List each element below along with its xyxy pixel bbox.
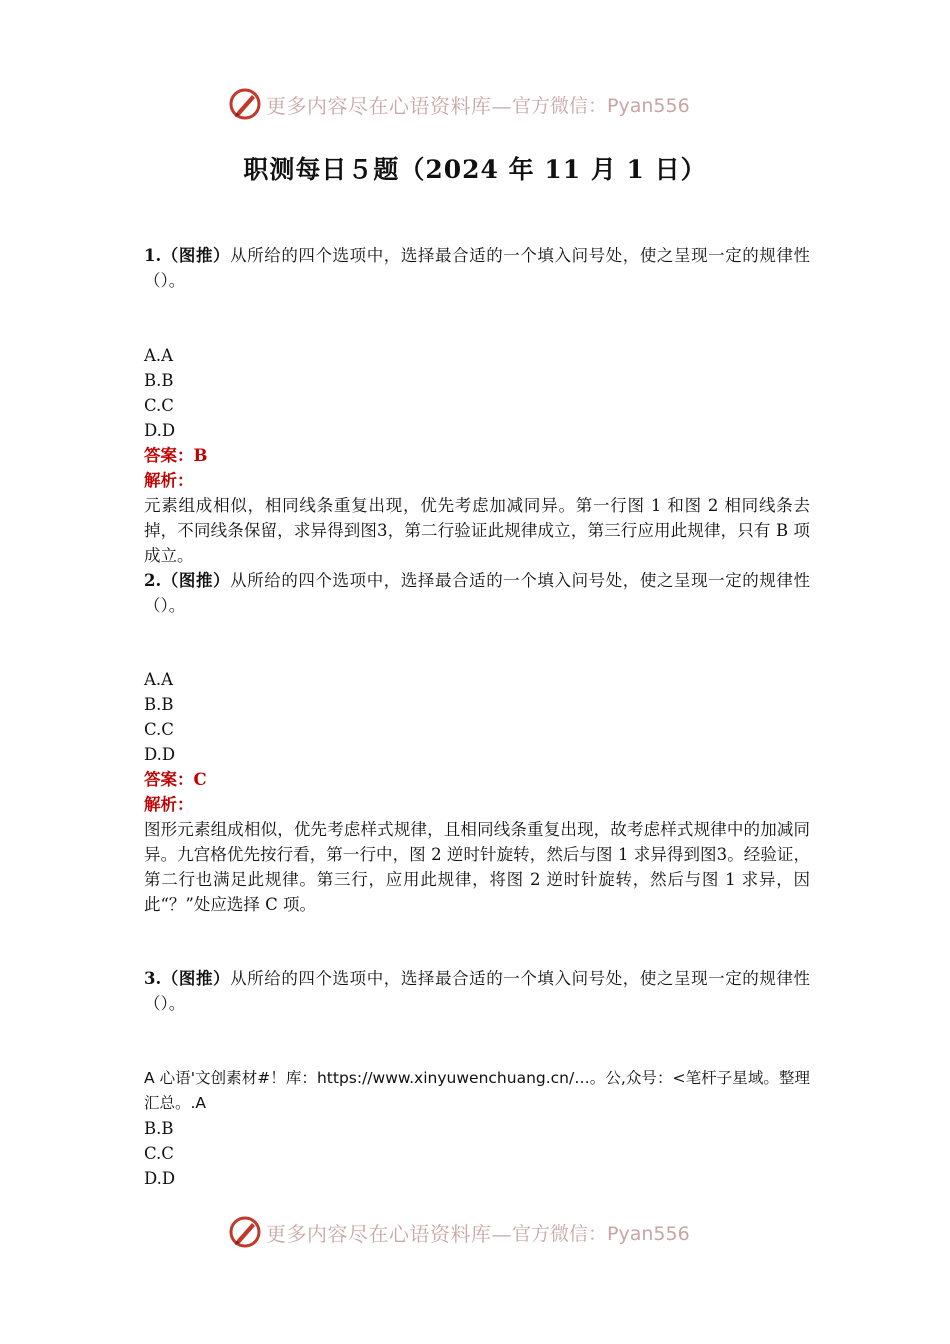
header-banner [0,84,950,124]
option-d: D.D [144,421,176,440]
analysis-text: 元素组成相似，相同线条重复出现，优先考虑加减同异。第一行图 1 和图 2 相同线条去掉，不同线条保留，求异得到图3，第二行验证此规律成立，第三行应用此规律，只有 B 项成立。 [144,496,810,565]
analysis-text: 图形元素组成相似，优先考虑样式规律，且相同线条重复出现，故考虑样式规律中的加减同异。九宫格优先按行看，第一行中，图 2 逆时针旋转，然后与图 1 求异得到图3。经验证，第二行也满足此规律。第三行，应用此规律，将图 2 逆时针旋转，然后与图 1 求异，因此“？”处应选择 C 项。 [144,820,810,914]
banner-slogan: 更多内容尽在心语资料库— [266,1221,512,1246]
question-1-options [144,343,810,618]
footer-banner [0,1212,950,1252]
page-title: 职测每日５题（2024 年 11 月 1 日） [243,155,707,184]
question-tag: （图推） [161,246,231,265]
banner-wechat: 官方微信：Pyan556 [512,94,690,117]
option-a-watermarked: A 心语'文创素材#！库：https://www.xinyuwenchuang.cn/…。公,众号：<笔杆子星域。整理汇总。.A [144,1069,810,1112]
question-text: 从所给的四个选项中，选择最合适的一个填入问号处，使之呈现一定的规律性（）。 [144,571,811,615]
option-b: B.B [144,695,174,714]
option-a: A.A [144,670,174,689]
question-tag: （图推） [161,969,231,988]
option-b: B.B [144,371,174,390]
banner-wechat: 官方微信：Pyan556 [512,1222,690,1245]
pen-logo-icon [228,87,262,121]
question-number: 1. [144,246,162,265]
question-text: 从所给的四个选项中，选择最合适的一个填入问号处，使之呈现一定的规律性（）。 [144,246,811,290]
option-d: D.D [144,745,176,764]
option-a: A.A [144,346,174,365]
question-tag: （图推） [161,571,231,590]
banner-slogan: 更多内容尽在心语资料库— [266,93,512,118]
question-stem [144,243,810,293]
answer: 答案：C [144,770,207,789]
question-number: 2. [144,571,162,590]
question-2-stem [144,568,810,618]
question-2-options [144,667,810,917]
option-c: C.C [144,396,174,415]
option-d: D.D [144,1169,176,1188]
question-3 [144,966,810,1016]
question-stem [144,966,810,1016]
option-c: C.C [144,1144,174,1163]
option-c: C.C [144,720,174,739]
question-text: 从所给的四个选项中，选择最合适的一个填入问号处，使之呈现一定的规律性（）。 [144,969,811,1013]
question-number: 3. [144,969,162,988]
pen-logo-icon [228,1215,262,1249]
analysis-label: 解析： [144,795,194,814]
answer: 答案：B [144,446,208,465]
question-3-options [144,1066,810,1191]
option-b: B.B [144,1119,174,1138]
question-1 [144,243,810,293]
analysis-label: 解析： [144,471,194,490]
